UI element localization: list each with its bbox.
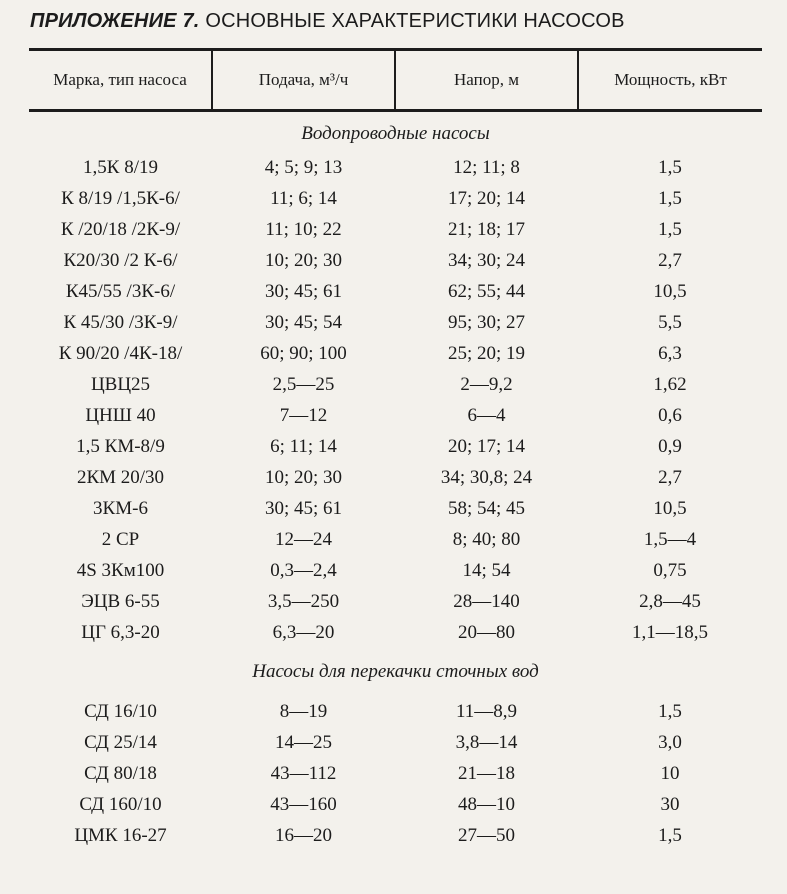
cell-power: 0,6 (658, 404, 682, 426)
cell-pump-type: 1,5 КМ-8/9 (76, 435, 165, 457)
cell-flow: 10; 20; 30 (264, 466, 343, 488)
header-flow: Подача, м³/ч (212, 50, 395, 111)
cell-head: 11—8,9 (455, 700, 518, 722)
cell-power: 2,7 (658, 249, 682, 271)
table-row (29, 338, 762, 369)
cell-pump-type: 4S 3Км100 (76, 559, 165, 581)
cell-pump-type: 1,5К 8/19 (83, 156, 158, 178)
table-header (29, 50, 762, 111)
cell-head: 3,8—14 (455, 731, 518, 753)
header-row (29, 50, 762, 111)
cell-flow: 10; 20; 30 (264, 249, 343, 271)
table-row (29, 524, 762, 555)
section-row (29, 111, 762, 153)
cell-pump-type: СД 160/10 (79, 793, 162, 815)
cell-flow: 2,5—25 (272, 373, 335, 395)
section-title: Водопроводные насосы (301, 123, 490, 144)
cell-pump-type: ЭЦВ 6-55 (81, 590, 160, 612)
cell-head: 62; 55; 44 (447, 280, 526, 302)
cell-flow: 30; 45; 54 (264, 311, 343, 333)
cell-pump-type: 2 СР (101, 528, 140, 550)
table-row (29, 245, 762, 276)
cell-pump-type: ЦВЦ25 (90, 373, 151, 395)
cell-pump-type: СД 25/14 (84, 731, 157, 753)
cell-flow: 11; 6; 14 (270, 187, 337, 209)
cell-power: 6,3 (658, 342, 682, 364)
cell-head: 20; 17; 14 (447, 435, 526, 457)
cell-power: 2,7 (658, 466, 682, 488)
cell-head: 58; 54; 45 (447, 497, 526, 519)
cell-pump-type: СД 16/10 (84, 700, 157, 722)
cell-head: 21—18 (458, 762, 515, 784)
table-row (29, 152, 762, 183)
table-row (29, 400, 762, 431)
cell-flow: 6,3—20 (272, 621, 335, 643)
cell-flow: 30; 45; 61 (264, 280, 343, 302)
cell-pump-type: 2КМ 20/30 (76, 466, 165, 488)
table-body (29, 111, 762, 852)
cell-head: 21; 18; 17 (447, 218, 526, 240)
table-row (29, 758, 762, 789)
cell-head: 2—9,2 (460, 373, 513, 395)
cell-flow: 7—12 (279, 404, 328, 426)
table-row (29, 727, 762, 758)
cell-head: 48—10 (458, 793, 515, 815)
cell-power: 2,8—45 (639, 590, 701, 612)
table-row (29, 789, 762, 820)
cell-pump-type: К 45/30 /3К-9/ (63, 311, 178, 333)
table-row (29, 183, 762, 214)
cell-head: 25; 20; 19 (447, 342, 526, 364)
table-row (29, 820, 762, 851)
cell-pump-type: К20/30 /2 К-6/ (63, 249, 178, 271)
cell-power: 10,5 (653, 497, 687, 519)
cell-flow: 14—25 (275, 731, 332, 753)
cell-head: 20—80 (458, 621, 515, 643)
cell-flow: 3,5—250 (267, 590, 340, 612)
cell-head: 34; 30; 24 (447, 249, 526, 271)
table-row (29, 462, 762, 493)
table-row (29, 617, 762, 648)
table-row (29, 696, 762, 727)
header-pump-type: Марка, тип насоса (29, 50, 212, 111)
table-row (29, 431, 762, 462)
cell-power: 0,9 (658, 435, 682, 457)
cell-pump-type: 3КМ-6 (93, 497, 148, 519)
cell-power: 0,75 (653, 559, 687, 581)
header-head: Напор, м (395, 50, 578, 111)
table-row (29, 369, 762, 400)
cell-head: 14; 54 (462, 559, 511, 581)
cell-pump-type: К 8/19 /1,5К-6/ (61, 187, 180, 209)
cell-power: 5,5 (658, 311, 682, 333)
cell-power: 10 (660, 762, 680, 784)
cell-power: 1,62 (653, 373, 687, 395)
cell-pump-type: ЦГ 6,3-20 (81, 621, 160, 643)
title-text: ОСНОВНЫЕ ХАРАКТЕРИСТИКИ НАСОСОВ (205, 10, 625, 32)
cell-head: 95; 30; 27 (447, 311, 526, 333)
cell-power: 1,5 (658, 700, 682, 722)
cell-pump-type: К /20/18 /2К-9/ (60, 218, 181, 240)
table-row (29, 555, 762, 586)
cell-head: 8; 40; 80 (452, 528, 521, 550)
page-title (30, 10, 625, 33)
cell-power: 1,5 (658, 824, 682, 846)
cell-pump-type: К45/55 /3К-6/ (65, 280, 176, 302)
cell-flow: 8—19 (279, 700, 328, 722)
header-power: Мощность, кВт (578, 50, 762, 111)
cell-power: 3,0 (658, 731, 682, 753)
cell-pump-type: К 90/20 /4К-18/ (58, 342, 183, 364)
cell-power: 1,1—18,5 (632, 621, 708, 643)
cell-flow: 6; 11; 14 (270, 435, 337, 457)
cell-head: 28—140 (453, 590, 520, 612)
cell-head: 6—4 (467, 404, 506, 426)
cell-head: 34; 30,8; 24 (440, 466, 533, 488)
cell-flow: 12—24 (275, 528, 332, 550)
cell-flow: 0,3—2,4 (270, 559, 337, 581)
cell-pump-type: СД 80/18 (84, 762, 157, 784)
cell-power: 1,5—4 (643, 528, 697, 550)
cell-power: 1,5 (658, 156, 682, 178)
cell-flow: 30; 45; 61 (264, 497, 343, 519)
table-row (29, 214, 762, 245)
cell-flow: 60; 90; 100 (260, 342, 347, 364)
cell-flow: 43—160 (270, 793, 337, 815)
cell-flow: 11; 10; 22 (265, 218, 342, 240)
title-prefix: ПРИЛОЖЕНИЕ (30, 10, 177, 32)
cell-pump-type: ЦМК 16-27 (74, 824, 167, 846)
cell-flow: 4; 5; 9; 13 (264, 156, 343, 178)
section-row (29, 648, 762, 696)
table-row (29, 493, 762, 524)
cell-flow: 16—20 (275, 824, 332, 846)
table-row (29, 307, 762, 338)
section-title: Насосы для перекачки сточных вод (252, 661, 539, 682)
table-row (29, 586, 762, 617)
cell-power: 30 (660, 793, 680, 815)
cell-power: 1,5 (658, 218, 682, 240)
table-row (29, 276, 762, 307)
cell-pump-type: ЦНШ 40 (85, 404, 156, 426)
cell-head: 27—50 (458, 824, 515, 846)
cell-head: 17; 20; 14 (447, 187, 526, 209)
title-number: 7. (182, 10, 200, 32)
pump-characteristics-table (29, 48, 762, 851)
cell-head: 12; 11; 8 (453, 156, 520, 178)
cell-power: 1,5 (658, 187, 682, 209)
cell-flow: 43—112 (270, 762, 337, 784)
cell-power: 10,5 (653, 280, 687, 302)
